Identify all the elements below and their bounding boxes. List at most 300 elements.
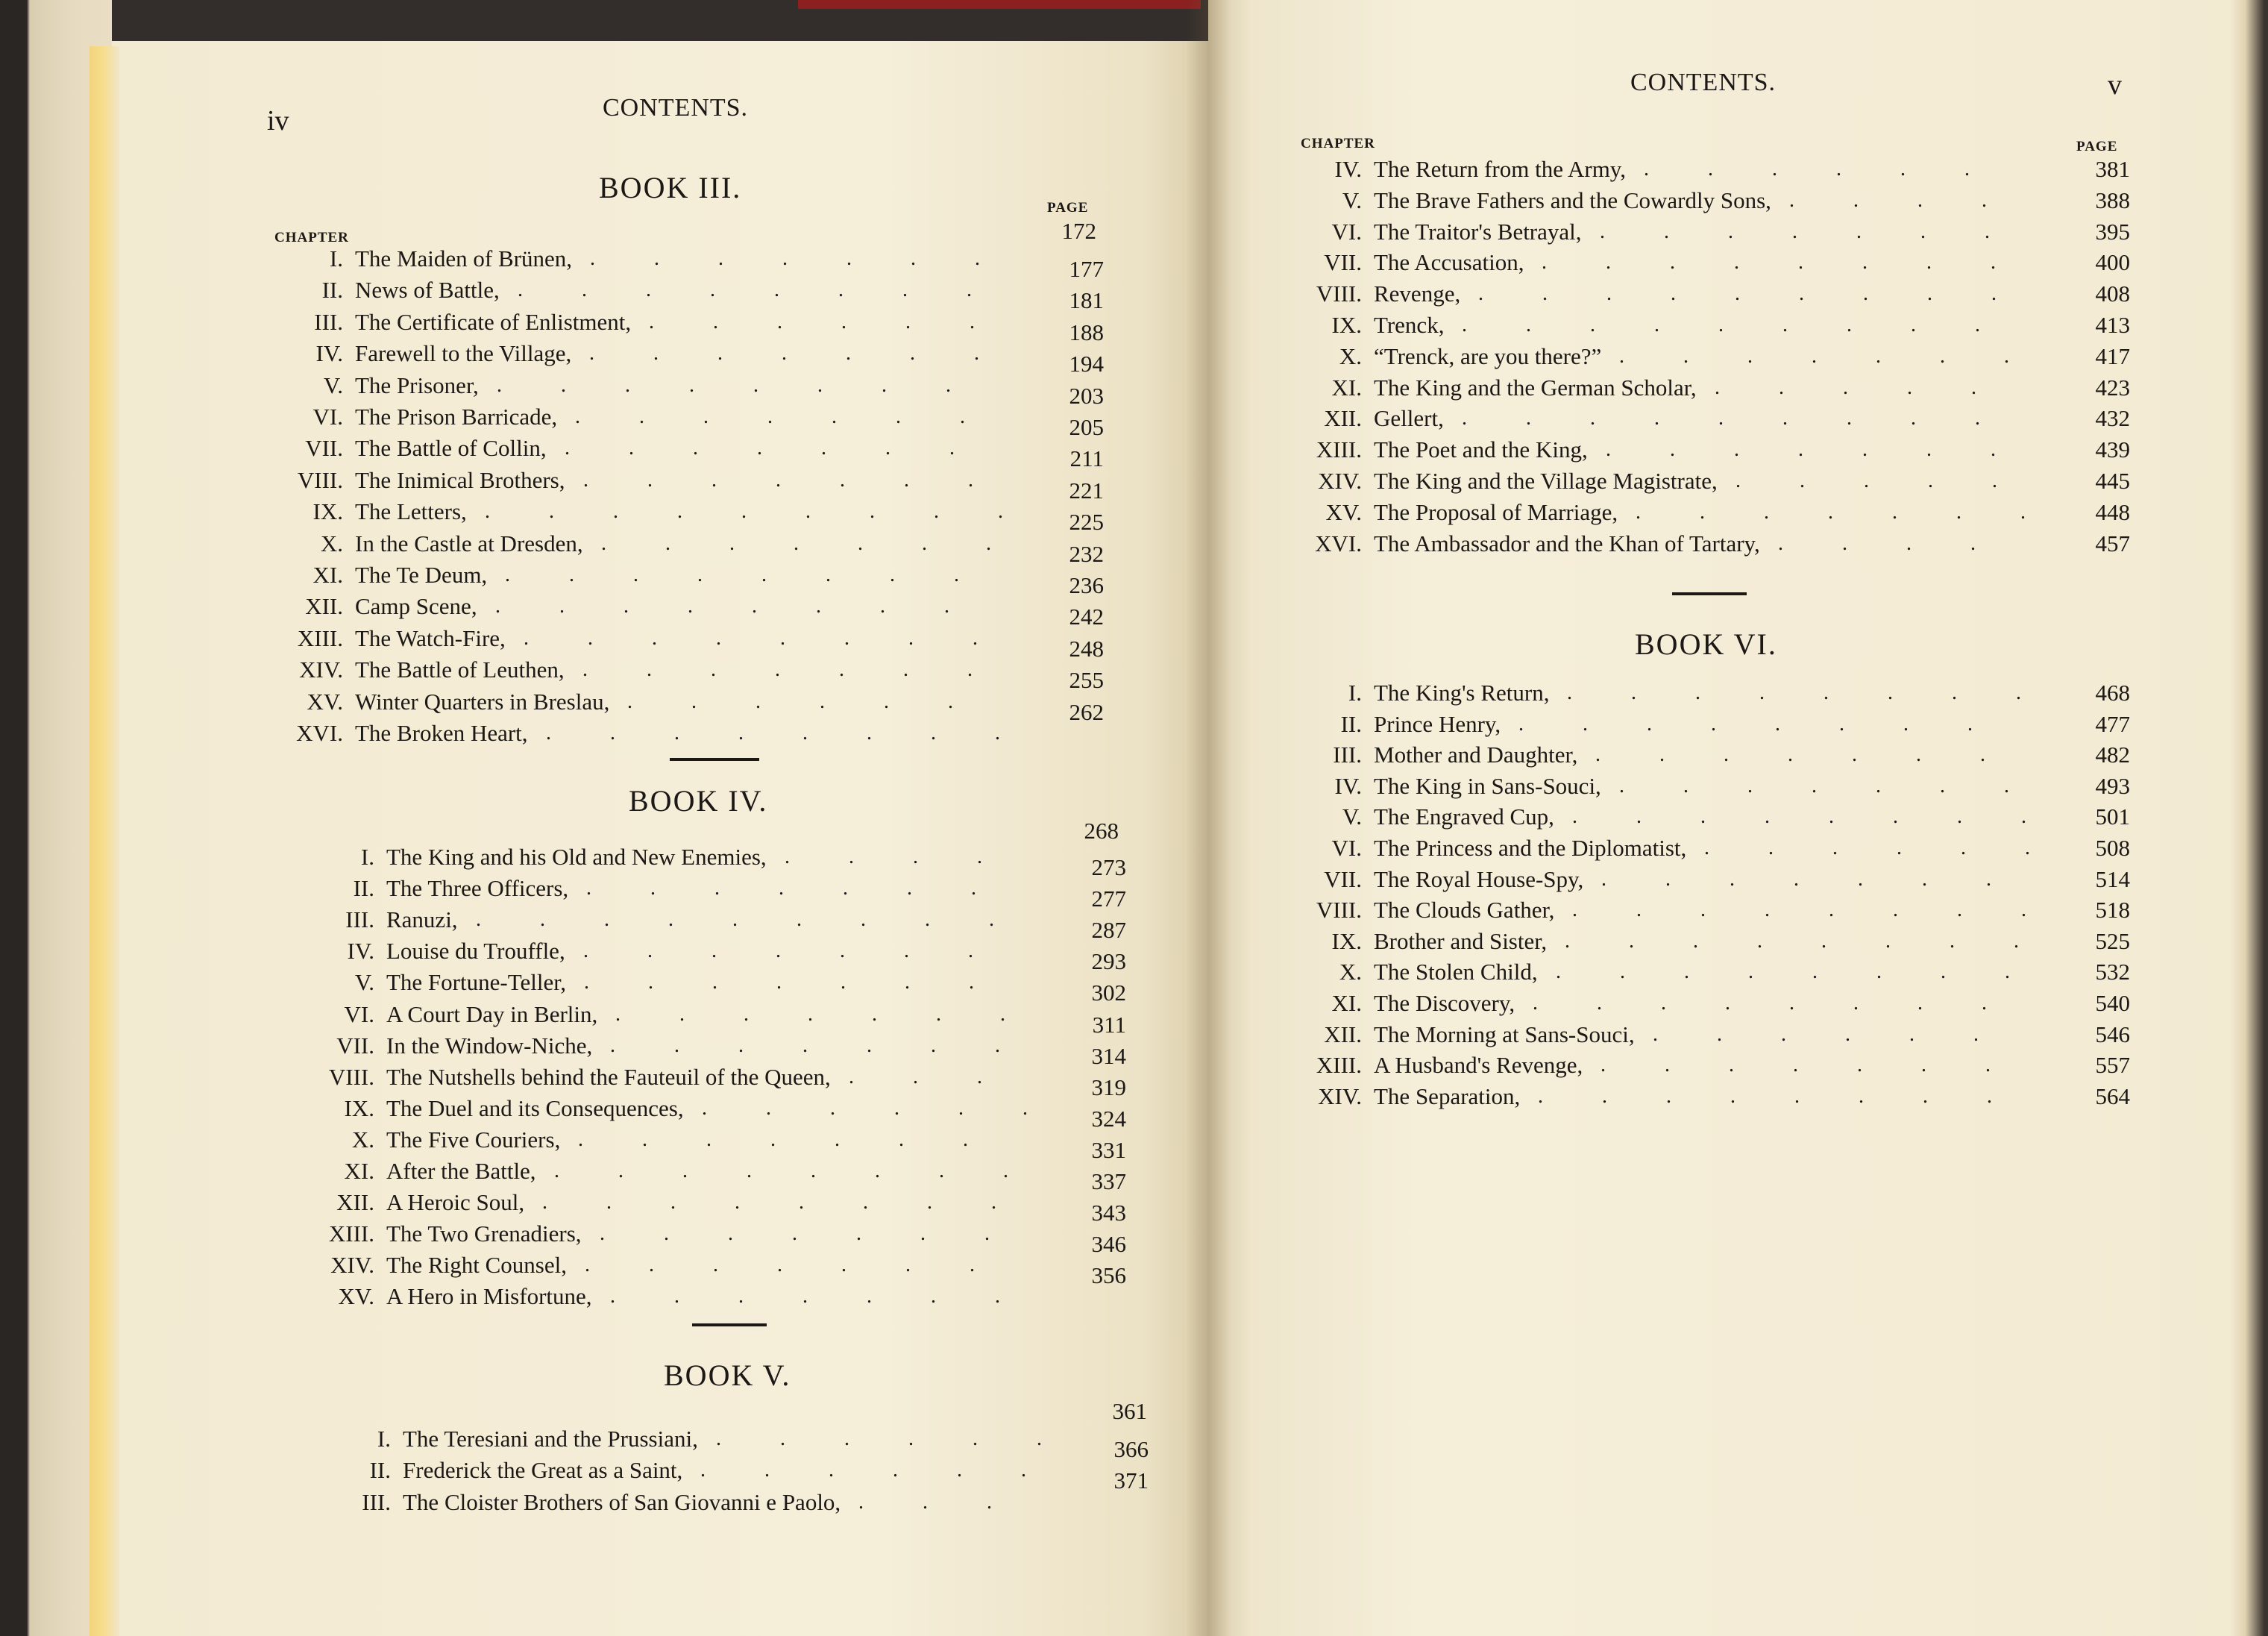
chapter-number: XIV. [330,1252,374,1279]
leader-dots: . . . . . . . [1601,867,2018,891]
chapter-title: The Battle of Collin, [355,435,547,462]
toc-entry [306,1030,1126,1069]
chapter-number: II. [1340,710,1362,737]
toc-entry [1298,709,2130,740]
chapter-title: The Accusation, [1374,249,1524,276]
chapter-number: I. [360,844,374,870]
book-edge-right [2230,0,2268,1636]
chapter-title: The Prisoner, [355,372,479,398]
chapter-page-number: 225 [1069,509,1104,536]
chapter-number: XI. [1331,990,1362,1016]
chapter-page-number: 311 [1092,1011,1126,1038]
leader-dots: . . . . . . . [583,468,1000,492]
chapter-title: News of Battle, [355,277,500,304]
leader-dots: . . . [849,1065,1009,1088]
chapter-number: X. [351,1126,374,1153]
chapter-page-number: 525 [2095,927,2130,954]
chapter-number: III. [1333,742,1362,768]
page-folio-right: v [2108,69,2122,101]
chapter-number: XV. [338,1283,374,1310]
leader-dots: . . . . . . . . . [476,908,1021,932]
toc-entry [283,591,1104,630]
chapter-number: II. [369,1457,391,1484]
chapter-page-number: 423 [2095,374,2130,401]
toc-entry [1298,833,2130,864]
chapter-title: The Three Officers, [386,875,569,902]
chapter-number: IX. [312,498,343,525]
chapter-number: II. [321,277,343,304]
chapter-title: The Duel and its Consequences, [386,1094,684,1121]
chapter-number: VI. [1331,835,1362,861]
leader-dots: . . . . . . . [583,939,1000,963]
chapter-number: III. [345,906,374,933]
chapter-page-number: 324 [1091,1105,1126,1132]
chapter-title: Revenge, [1374,280,1461,307]
chapter-page-number: 448 [2095,498,2130,525]
chapter-page-number: 518 [2095,897,2130,924]
chapter-number: XIV. [299,656,343,683]
toc-entry [306,999,1126,1038]
toc-entry [1298,466,2130,497]
chapter-page-number: 356 [1091,1262,1126,1289]
chapter-title: The Te Deum, [355,562,488,588]
chapter-title: Trenck, [1374,312,1445,338]
toc-entry [1298,341,2130,372]
chapter-page-number: 236 [1069,572,1104,598]
section-rule [692,1323,767,1326]
leader-dots: . . . . . . . [575,405,992,428]
chapter-title: The King in Sans-Souci, [1374,772,1601,799]
chapter-number: IX. [1331,312,1362,338]
toc-entry [1298,926,2130,957]
leader-dots: . . . . . . . . [1556,960,2037,984]
chapter-label-left: CHAPTER [274,230,349,245]
chapter-number: XIII. [1316,1052,1362,1079]
page-label-left: PAGE [1047,200,1089,216]
leader-dots: . . . . . . . [578,1127,995,1151]
chapter-page-number: 277 [1091,886,1126,912]
leader-dots: . . . . . . . [1600,219,2017,243]
leader-dots: . . . . . . . [584,971,1001,994]
leader-dots: . . . . . . [627,689,980,713]
chapter-number: XII. [305,593,343,620]
toc-entry [306,1250,1126,1289]
chapter-page-number: 366 [1113,1436,1149,1462]
leader-dots: . . . . . [1715,375,2003,399]
chapter-title: The King and the German Scholar, [1374,374,1697,401]
chapter-page-number: 388 [2095,187,2130,213]
running-head-right: CONTENTS. [1630,69,1777,96]
toc-entry [1298,528,2130,560]
leader-dots: . . . . . . . . . [485,500,1030,524]
chapter-title: In the Castle at Dresden, [355,530,583,557]
chapter-page-number: 262 [1069,698,1104,725]
toc-entry [283,275,1104,314]
leader-dots: . . . . . . . [1619,774,2036,797]
book-iv-first-page: 268 [1084,818,1119,844]
chapter-number: XI. [312,562,343,588]
chapter-page-number: 457 [2095,530,2130,557]
leader-dots: . . . . [785,845,1009,868]
chapter-number: I. [1348,680,1362,706]
chapter-page-number: 331 [1091,1136,1126,1163]
leader-dots: . . . . . . . . [518,278,999,302]
chapter-page-number: 194 [1069,351,1104,377]
chapter-title: The Nutshells behind the Fauteuil of the Queen, [386,1063,831,1090]
chapter-page-number: 501 [2095,803,2130,830]
chapter-page-number: 337 [1091,1168,1126,1194]
toc-entry [1298,310,2130,341]
chapter-page-number: 439 [2095,436,2130,463]
toc-entry [1298,956,2130,988]
chapter-title: The Morning at Sans-Souci, [1374,1021,1635,1047]
chapter-page-number: 514 [2095,865,2130,892]
toc-entry [1298,497,2130,528]
chapter-title: The Poet and the King, [1374,436,1588,463]
chapter-page-number: 546 [2095,1021,2130,1047]
toc-entry [283,623,1104,662]
chapter-number: XII. [1324,405,1362,432]
leader-dots: . . . . . . . [615,1002,1032,1026]
page-edge-left [89,46,119,1636]
toc-entry [1298,216,2130,248]
chapter-page-number: 346 [1091,1231,1126,1258]
chapter-number: X. [1339,342,1362,369]
toc-entry [283,528,1104,567]
chapter-number: IV. [1334,772,1362,799]
chapter-number: VII. [1324,865,1362,892]
chapter-number: VIII. [1316,897,1362,924]
leader-dots: . . . . . . . [610,1033,1027,1057]
toc-entry [328,1487,1149,1518]
chapter-page-number: 221 [1069,477,1104,504]
chapter-title: The Right Counsel, [386,1252,567,1279]
chapter-page-number: 400 [2095,249,2130,276]
toc-entry [283,307,1104,345]
chapter-page-number: 255 [1069,667,1104,694]
leader-dots: . . . . . . . . [497,373,978,397]
toc-entry [283,496,1104,536]
chapter-title: Prince Henry, [1374,710,1501,737]
chapter-title: The Cloister Brothers of San Giovanni e Paolo, [403,1488,841,1515]
leader-dots: . . . . . . . . [1572,805,2053,829]
running-head-left: CONTENTS. [603,94,749,122]
leader-dots: . . . . . . . . [1567,681,2048,704]
chapter-title: Ranuzi, [386,906,458,933]
leader-dots: . . . . . . . [601,531,1018,555]
toc-entry [1298,278,2130,310]
toc-entry [283,718,1104,749]
section-rule [670,758,759,761]
chapter-title: The Clouds Gather, [1374,897,1555,924]
chapter-title: The Brave Fathers and the Cowardly Sons, [1374,187,1771,213]
chapter-number: II. [353,875,374,902]
chapter-number: IV. [347,938,374,965]
chapter-page-number: 203 [1069,382,1104,409]
toc-entry [306,904,1126,944]
toc-entry [283,686,1104,725]
toc-entry [306,841,1126,880]
chapter-number: XII. [1324,1021,1362,1047]
toc-entry [306,1156,1126,1194]
book-v-first-page: 361 [1112,1398,1147,1424]
chapter-number: IV. [315,340,343,367]
section-rule [1672,592,1747,595]
chapter-title: The Proposal of Marriage, [1374,498,1618,525]
chapter-page-number: 417 [2095,342,2130,369]
chapter-page-number: 540 [2095,990,2130,1016]
leader-dots: . . . . . . . . . [1478,282,2023,306]
toc-entry [1298,739,2130,771]
chapter-number: VIII. [328,1063,374,1090]
toc-entry [1298,771,2130,802]
toc-entry [1298,154,2130,185]
chapter-title: The Stolen Child, [1374,959,1538,985]
chapter-title: Winter Quarters in Breslau, [355,688,610,715]
toc-entry [283,243,1104,282]
toc-entry [306,967,1126,1006]
toc-entry [1298,1081,2130,1112]
chapter-number: XV. [307,688,343,715]
toc-entry [306,1124,1126,1163]
toc-entry [306,1218,1126,1258]
chapter-number: XI. [344,1158,374,1184]
leader-dots: . . . . . . . . [505,563,986,586]
chapter-title: The Engraved Cup, [1374,803,1554,830]
chapter-page-number: 477 [2095,710,2130,737]
chapter-page-number: 273 [1091,854,1126,880]
chapter-number: XIV. [1318,1082,1362,1109]
chapter-page-number: 293 [1091,948,1126,975]
leader-dots: . . . . . . . [1619,344,2036,368]
toc-entry [306,1062,1126,1100]
chapter-title: The Princess and the Diplomatist, [1374,835,1687,861]
chapter-number: I. [377,1426,391,1452]
leader-dots: . . . [858,1490,1019,1514]
leader-dots: . . . . . . . . [1565,929,2046,953]
chapter-number: III. [362,1488,391,1515]
leader-dots: . . . . . . . . [546,721,1027,745]
leader-dots: . . . . . . . . [1518,712,2000,736]
chapter-title: The Traitor's Betrayal, [1374,218,1582,245]
chapter-title: After the Battle, [386,1158,536,1184]
leader-dots: . . . . . . [1704,836,2057,859]
chapter-title: Gellert, [1374,405,1444,432]
chapter-number: VI. [312,404,343,430]
leader-dots: . . . . . . . . [524,626,1005,650]
chapter-page-number: 493 [2095,772,2130,799]
chapter-number: XIII. [328,1220,374,1247]
chapter-title: The Battle of Leuthen, [355,656,565,683]
chapter-page-number: 532 [2095,959,2130,985]
toc-entry [1298,988,2130,1019]
chapter-page-number: 319 [1091,1074,1126,1100]
chapter-page-number: 445 [2095,468,2130,494]
chapter-title: The King and the Village Magistrate, [1374,468,1718,494]
chapter-page-number: 188 [1069,319,1104,345]
toc-entry [1298,677,2130,709]
toc-entry [1298,1050,2130,1081]
chapter-number: VII. [336,1032,374,1059]
leader-dots: . . . . . . . [1636,500,2052,524]
chapter-title: The King and his Old and New Enemies, [386,844,767,870]
toc-entry [283,338,1104,377]
chapter-title: The Fortune-Teller, [386,969,567,996]
leader-dots: . . . . . . . [1595,743,2012,767]
leader-dots: . . . . [1778,531,2002,555]
chapter-number: V. [1342,187,1362,213]
chapter-number: VI. [1331,218,1362,245]
chapter-title: Louise du Trouffle, [386,938,565,965]
chapter-title: The Maiden of Brünen, [355,245,572,272]
chapter-title: “Trenck, are you there?” [1374,342,1602,369]
leader-dots: . . . . . . . [1601,1053,2017,1077]
chapter-page-number: 302 [1091,980,1126,1006]
chapter-number: III. [314,308,343,335]
leader-dots: . . . . . . [716,1427,1069,1450]
chapter-title: The Return from the Army, [1374,156,1627,182]
chapter-page-number: 381 [2095,156,2130,182]
chapter-number: VII. [305,435,343,462]
chapter-title: The Two Grenadiers, [386,1220,582,1247]
leader-dots: . . . . [1789,188,2014,212]
chapter-page-number: 211 [1069,445,1104,472]
chapter-page-number: 413 [2095,312,2130,338]
leader-dots: . . . . . . [700,1458,1053,1482]
chapter-page-number: 482 [2095,742,2130,768]
toc-entry [1298,434,2130,466]
toc-entry [1298,894,2130,926]
toc-entry [306,1281,1126,1312]
leader-dots: . . . . . . . [585,1253,1002,1277]
chapter-number: XIV. [1318,468,1362,494]
chapter-number: X. [1339,959,1362,985]
chapter-number: XIII. [297,624,343,651]
chapter-page-number: 557 [2095,1052,2130,1079]
leader-dots: . . . . . . . . [1538,1084,2019,1108]
chapter-title: A Hero in Misfortune, [386,1283,592,1310]
chapter-title: In the Window-Niche, [386,1032,593,1059]
toc-entry [328,1423,1149,1462]
book-iv-title: BOOK IV. [629,784,768,818]
toc-entry [306,1187,1126,1226]
toc-entry [283,433,1104,472]
leader-dots: . . . . . . . [610,1285,1027,1309]
chapter-title: The Separation, [1374,1082,1521,1109]
toc-entry [1298,372,2130,404]
chapter-title: Brother and Sister, [1374,927,1548,954]
leader-dots: . . . . . . . . [542,1191,1023,1215]
chapter-title: Camp Scene, [355,593,477,620]
toc-entry [1298,185,2130,216]
leader-dots: . . . . . . . . . [1462,407,2007,430]
chapter-number: X. [320,530,343,557]
chapter-number: IX. [344,1094,374,1121]
leader-dots: . . . . . . . . [1542,251,2023,275]
toc-entry [283,654,1104,694]
book-iii-title: BOOK III. [599,171,742,204]
chapter-page-number: 371 [1113,1467,1149,1494]
leader-dots: . . . . . . . . [1572,898,2053,922]
chapter-number: V. [1342,803,1362,830]
leader-dots: . . . . . . . . . [1462,313,2007,336]
chapter-number: VII. [1324,249,1362,276]
leader-dots: . . . . . . . . [1533,991,2014,1015]
chapter-page-number: 205 [1069,414,1104,440]
leader-dots: . . . . . . . [565,436,981,460]
chapter-title: The Certificate of Enlistment, [355,308,632,335]
chapter-number: XV. [1325,498,1362,525]
toc-entry [1298,247,2130,278]
chapter-number: XVI. [296,720,343,746]
chapter-title: The Letters, [355,498,467,525]
chapter-title: A Husband's Revenge, [1374,1052,1583,1079]
page-label-right: PAGE [2076,139,2118,154]
chapter-title: Frederick the Great as a Saint, [403,1457,683,1484]
chapter-title: The Five Couriers, [386,1126,561,1153]
toc-entry [1298,403,2130,434]
chapter-title: The King's Return, [1374,680,1550,706]
chapter-title: The Watch-Fire, [355,624,506,651]
book-v-title: BOOK V. [664,1358,791,1392]
leader-dots: . . . . . . [1653,1022,2005,1046]
chapter-page-number: 508 [2095,835,2130,861]
toc-entry [1298,801,2130,833]
leader-dots: . . . . . . . [582,658,999,682]
chapter-title: Mother and Daughter, [1374,742,1578,768]
toc-entry [1298,864,2130,895]
chapter-page-number: 177 [1069,256,1104,282]
chapter-label-right: CHAPTER [1301,136,1375,151]
leader-dots: . . . . . . . . [554,1159,1035,1182]
book-gutter [1186,0,1231,1636]
chapter-page-number: 395 [2095,218,2130,245]
book-iii-first-page: 172 [1061,218,1096,244]
leader-dots: . . . . . . [1644,157,1997,181]
chapter-number: IX. [1331,927,1362,954]
chapter-page-number: 343 [1091,1200,1126,1226]
toc-entry [283,370,1104,409]
book-vi-title: BOOK VI. [1635,627,1777,661]
leader-dots: . . . . . . . [586,877,1003,900]
chapter-number: XIII. [1316,436,1362,463]
chapter-number: VIII. [297,466,343,493]
leader-dots: . . . . . . . [589,342,1006,366]
chapter-title: The Prison Barricade, [355,404,558,430]
chapter-page-number: 408 [2095,280,2130,307]
chapter-page-number: 564 [2095,1082,2130,1109]
leader-dots: . . . . . . [702,1096,1055,1120]
chapter-page-number: 468 [2095,680,2130,706]
toc-entry [306,873,1126,912]
leader-dots: . . . . . [1735,469,2024,492]
toc-entry [283,560,1104,598]
chapter-number: XVI. [1315,530,1362,557]
chapter-page-number: 287 [1091,917,1126,944]
chapter-number: I. [329,245,343,272]
chapter-title: The Ambassador and the Khan of Tartary, [1374,530,1760,557]
chapter-title: The Teresiani and the Prussiani, [403,1426,698,1452]
chapter-title: The Royal House-Spy, [1374,865,1584,892]
leader-dots: . . . . . . . [600,1222,1017,1246]
chapter-title: The Broken Heart, [355,720,528,746]
leader-dots: . . . . . . [649,310,1002,333]
page-folio-left: iv [267,105,289,137]
toc-entry [306,1093,1126,1132]
chapter-page-number: 181 [1069,287,1104,314]
binding-edge-top [798,0,1201,9]
toc-entry [283,401,1104,440]
